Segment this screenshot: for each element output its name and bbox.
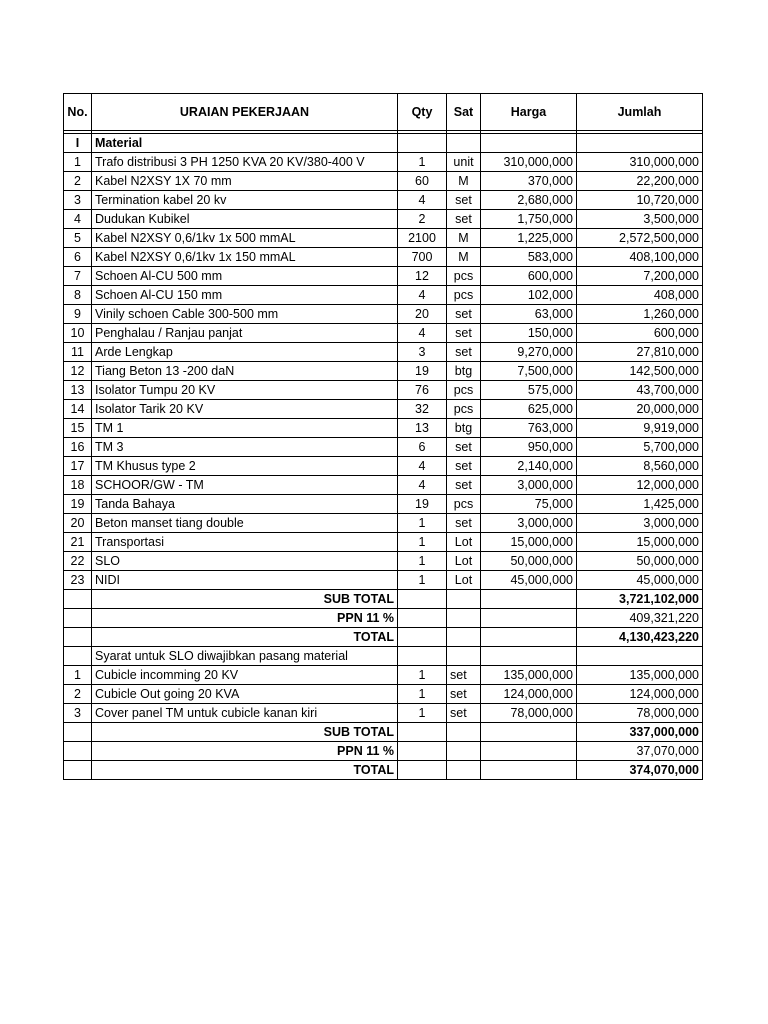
- row-unit: Lot: [447, 571, 481, 590]
- row-description: Dudukan Kubikel: [92, 210, 398, 229]
- table-row: [64, 685, 703, 704]
- row-description: Tanda Bahaya: [92, 495, 398, 514]
- row-unit: set: [447, 343, 481, 362]
- row-price: 1,225,000: [481, 229, 577, 248]
- table-body: [64, 94, 703, 780]
- section-2-ppn-value: 37,070,000: [577, 742, 703, 761]
- row-price: 50,000,000: [481, 552, 577, 571]
- row-amount: 50,000,000: [577, 552, 703, 571]
- row-qty: 13: [398, 419, 447, 438]
- row-qty: 1: [398, 533, 447, 552]
- header-sat: Sat: [447, 94, 481, 131]
- row-description: Kabel N2XSY 1X 70 mm: [92, 172, 398, 191]
- row-price: 63,000: [481, 305, 577, 324]
- row-unit: pcs: [447, 286, 481, 305]
- row-amount: 78,000,000: [577, 704, 703, 723]
- row-description: Isolator Tarik 20 KV: [92, 400, 398, 419]
- row-description: Cubicle Out going 20 KVA: [92, 685, 398, 704]
- row-price: 600,000: [481, 267, 577, 286]
- header-jumlah: Jumlah: [577, 94, 703, 131]
- row-price: 7,500,000: [481, 362, 577, 381]
- row-number: 21: [64, 533, 92, 552]
- row-description: Termination kabel 20 kv: [92, 191, 398, 210]
- row-number: 17: [64, 457, 92, 476]
- section-1-ppn-label: PPN 11 %: [92, 609, 398, 628]
- row-number: 13: [64, 381, 92, 400]
- section-1-total-row: [64, 628, 703, 647]
- row-price: 763,000: [481, 419, 577, 438]
- row-amount: 8,560,000: [577, 457, 703, 476]
- row-amount: 20,000,000: [577, 400, 703, 419]
- row-unit: btg: [447, 419, 481, 438]
- row-amount: 12,000,000: [577, 476, 703, 495]
- row-unit: set: [447, 438, 481, 457]
- row-qty: 12: [398, 267, 447, 286]
- row-number: 1: [64, 666, 92, 685]
- table-row: [64, 381, 703, 400]
- row-unit: set: [447, 514, 481, 533]
- row-qty: 4: [398, 286, 447, 305]
- section-2-ppn-label: PPN 11 %: [92, 742, 398, 761]
- row-description: SCHOOR/GW - TM: [92, 476, 398, 495]
- row-amount: 1,260,000: [577, 305, 703, 324]
- row-price: 102,000: [481, 286, 577, 305]
- row-unit: pcs: [447, 495, 481, 514]
- table-row: [64, 305, 703, 324]
- row-description: Trafo distribusi 3 PH 1250 KVA 20 KV/380-400 V: [92, 153, 398, 172]
- row-price: 3,000,000: [481, 476, 577, 495]
- table-row: [64, 438, 703, 457]
- row-number: 12: [64, 362, 92, 381]
- row-amount: 3,500,000: [577, 210, 703, 229]
- section-1-ppn-value: 409,321,220: [577, 609, 703, 628]
- table-row: [64, 571, 703, 590]
- row-price: 15,000,000: [481, 533, 577, 552]
- row-qty: 1: [398, 153, 447, 172]
- row-price: 370,000: [481, 172, 577, 191]
- row-unit: set: [447, 210, 481, 229]
- row-price: 583,000: [481, 248, 577, 267]
- row-qty: 1: [398, 704, 447, 723]
- row-description: Cover panel TM untuk cubicle kanan kiri: [92, 704, 398, 723]
- section-1-total-label: TOTAL: [92, 628, 398, 647]
- row-price: 625,000: [481, 400, 577, 419]
- row-amount: 1,425,000: [577, 495, 703, 514]
- section-2-subtotal-value: 337,000,000: [577, 723, 703, 742]
- row-unit: pcs: [447, 381, 481, 400]
- table-row: [64, 286, 703, 305]
- row-amount: 408,000: [577, 286, 703, 305]
- row-description: Tiang Beton 13 -200 daN: [92, 362, 398, 381]
- row-number: 14: [64, 400, 92, 419]
- row-price: 135,000,000: [481, 666, 577, 685]
- row-qty: 19: [398, 362, 447, 381]
- row-description: TM 3: [92, 438, 398, 457]
- row-description: NIDI: [92, 571, 398, 590]
- row-amount: 9,919,000: [577, 419, 703, 438]
- row-amount: 15,000,000: [577, 533, 703, 552]
- row-amount: 2,572,500,000: [577, 229, 703, 248]
- section-2-total-value: 374,070,000: [577, 761, 703, 780]
- row-number: 19: [64, 495, 92, 514]
- row-description: Kabel N2XSY 0,6/1kv 1x 500 mmAL: [92, 229, 398, 248]
- row-qty: 19: [398, 495, 447, 514]
- row-price: 75,000: [481, 495, 577, 514]
- row-unit: M: [447, 229, 481, 248]
- row-number: 2: [64, 172, 92, 191]
- row-qty: 20: [398, 305, 447, 324]
- header-row: [64, 94, 703, 131]
- row-amount: 142,500,000: [577, 362, 703, 381]
- table-row: [64, 495, 703, 514]
- table-row: [64, 533, 703, 552]
- row-qty: 2100: [398, 229, 447, 248]
- table-row: [64, 324, 703, 343]
- row-qty: 1: [398, 514, 447, 533]
- row-unit: M: [447, 248, 481, 267]
- header-uraian: URAIAN PEKERJAAN: [92, 94, 398, 131]
- row-description: Schoen Al-CU 150 mm: [92, 286, 398, 305]
- row-qty: 76: [398, 381, 447, 400]
- table-row: [64, 153, 703, 172]
- row-unit: set: [447, 476, 481, 495]
- row-qty: 4: [398, 324, 447, 343]
- row-amount: 310,000,000: [577, 153, 703, 172]
- row-number: 18: [64, 476, 92, 495]
- row-amount: 408,100,000: [577, 248, 703, 267]
- row-price: 310,000,000: [481, 153, 577, 172]
- row-qty: 4: [398, 191, 447, 210]
- section-2-total-row: [64, 761, 703, 780]
- row-unit: set: [447, 191, 481, 210]
- row-number: 20: [64, 514, 92, 533]
- row-price: 2,140,000: [481, 457, 577, 476]
- table-row: [64, 552, 703, 571]
- section-1-subtotal-label: SUB TOTAL: [92, 590, 398, 609]
- table-row: [64, 267, 703, 286]
- section-2-subtotal-label: SUB TOTAL: [92, 723, 398, 742]
- row-number: 7: [64, 267, 92, 286]
- row-unit: btg: [447, 362, 481, 381]
- row-price: 950,000: [481, 438, 577, 457]
- row-number: 3: [64, 191, 92, 210]
- row-description: Schoen Al-CU 500 mm: [92, 267, 398, 286]
- row-qty: 3: [398, 343, 447, 362]
- section-1-total-value: 4,130,423,220: [577, 628, 703, 647]
- row-number: 10: [64, 324, 92, 343]
- table-row: [64, 191, 703, 210]
- section-1-subtotal-row: [64, 590, 703, 609]
- table-row: [64, 514, 703, 533]
- table-row: [64, 419, 703, 438]
- row-number: 11: [64, 343, 92, 362]
- row-unit: M: [447, 172, 481, 191]
- row-number: 6: [64, 248, 92, 267]
- row-description: Penghalau / Ranjau panjat: [92, 324, 398, 343]
- section-1-subtotal-value: 3,721,102,000: [577, 590, 703, 609]
- table-row: [64, 343, 703, 362]
- row-description: Vinily schoen Cable 300-500 mm: [92, 305, 398, 324]
- table-row: [64, 362, 703, 381]
- header-no: No.: [64, 94, 92, 131]
- row-price: 124,000,000: [481, 685, 577, 704]
- row-unit: set: [447, 324, 481, 343]
- row-description: SLO: [92, 552, 398, 571]
- row-price: 575,000: [481, 381, 577, 400]
- row-qty: 1: [398, 685, 447, 704]
- row-unit: set: [447, 666, 481, 685]
- section-2-ppn-row: [64, 742, 703, 761]
- row-amount: 7,200,000: [577, 267, 703, 286]
- table-row: [64, 172, 703, 191]
- row-amount: 27,810,000: [577, 343, 703, 362]
- row-unit: Lot: [447, 552, 481, 571]
- row-price: 1,750,000: [481, 210, 577, 229]
- table-row: [64, 704, 703, 723]
- row-amount: 22,200,000: [577, 172, 703, 191]
- table-row: [64, 400, 703, 419]
- row-description: TM 1: [92, 419, 398, 438]
- row-amount: 43,700,000: [577, 381, 703, 400]
- section-1-number: I: [64, 134, 92, 153]
- row-amount: 135,000,000: [577, 666, 703, 685]
- row-amount: 10,720,000: [577, 191, 703, 210]
- section-1-title: Material: [92, 134, 398, 153]
- row-number: 1: [64, 153, 92, 172]
- row-description: Cubicle incomming 20 KV: [92, 666, 398, 685]
- row-unit: set: [447, 685, 481, 704]
- row-number: 8: [64, 286, 92, 305]
- row-qty: 1: [398, 571, 447, 590]
- table-row: [64, 210, 703, 229]
- row-qty: 1: [398, 666, 447, 685]
- row-qty: 4: [398, 457, 447, 476]
- row-number: 5: [64, 229, 92, 248]
- row-price: 78,000,000: [481, 704, 577, 723]
- row-amount: 124,000,000: [577, 685, 703, 704]
- row-unit: unit: [447, 153, 481, 172]
- row-unit: pcs: [447, 400, 481, 419]
- row-price: 9,270,000: [481, 343, 577, 362]
- row-description: TM Khusus type 2: [92, 457, 398, 476]
- row-number: 22: [64, 552, 92, 571]
- row-price: 2,680,000: [481, 191, 577, 210]
- row-qty: 700: [398, 248, 447, 267]
- table-row: [64, 229, 703, 248]
- row-qty: 60: [398, 172, 447, 191]
- row-amount: 5,700,000: [577, 438, 703, 457]
- section-2-title-row: [64, 647, 703, 666]
- row-price: 45,000,000: [481, 571, 577, 590]
- table-row: [64, 476, 703, 495]
- section-2-subtotal-row: [64, 723, 703, 742]
- row-description: Transportasi: [92, 533, 398, 552]
- row-number: 3: [64, 704, 92, 723]
- row-number: 23: [64, 571, 92, 590]
- section-2-total-label: TOTAL: [92, 761, 398, 780]
- section-2-title: Syarat untuk SLO diwajibkan pasang material: [92, 647, 398, 666]
- row-description: Kabel N2XSY 0,6/1kv 1x 150 mmAL: [92, 248, 398, 267]
- row-amount: 3,000,000: [577, 514, 703, 533]
- row-description: Beton manset tiang double: [92, 514, 398, 533]
- row-unit: pcs: [447, 267, 481, 286]
- row-number: 2: [64, 685, 92, 704]
- row-unit: Lot: [447, 533, 481, 552]
- row-qty: 2: [398, 210, 447, 229]
- row-number: 9: [64, 305, 92, 324]
- section-1-ppn-row: [64, 609, 703, 628]
- table-row: [64, 666, 703, 685]
- row-price: 3,000,000: [481, 514, 577, 533]
- row-description: Arde Lengkap: [92, 343, 398, 362]
- table-row: [64, 457, 703, 476]
- row-qty: 32: [398, 400, 447, 419]
- row-qty: 6: [398, 438, 447, 457]
- row-amount: 45,000,000: [577, 571, 703, 590]
- row-qty: 4: [398, 476, 447, 495]
- row-number: 16: [64, 438, 92, 457]
- row-amount: 600,000: [577, 324, 703, 343]
- row-unit: set: [447, 305, 481, 324]
- row-qty: 1: [398, 552, 447, 571]
- row-price: 150,000: [481, 324, 577, 343]
- section-1-title-row: [64, 134, 703, 153]
- row-unit: set: [447, 457, 481, 476]
- table-row: [64, 248, 703, 267]
- row-unit: set: [447, 704, 481, 723]
- header-qty: Qty: [398, 94, 447, 131]
- header-harga: Harga: [481, 94, 577, 131]
- row-description: Isolator Tumpu 20 KV: [92, 381, 398, 400]
- row-number: 4: [64, 210, 92, 229]
- row-number: 15: [64, 419, 92, 438]
- cost-estimate-table: [63, 93, 703, 780]
